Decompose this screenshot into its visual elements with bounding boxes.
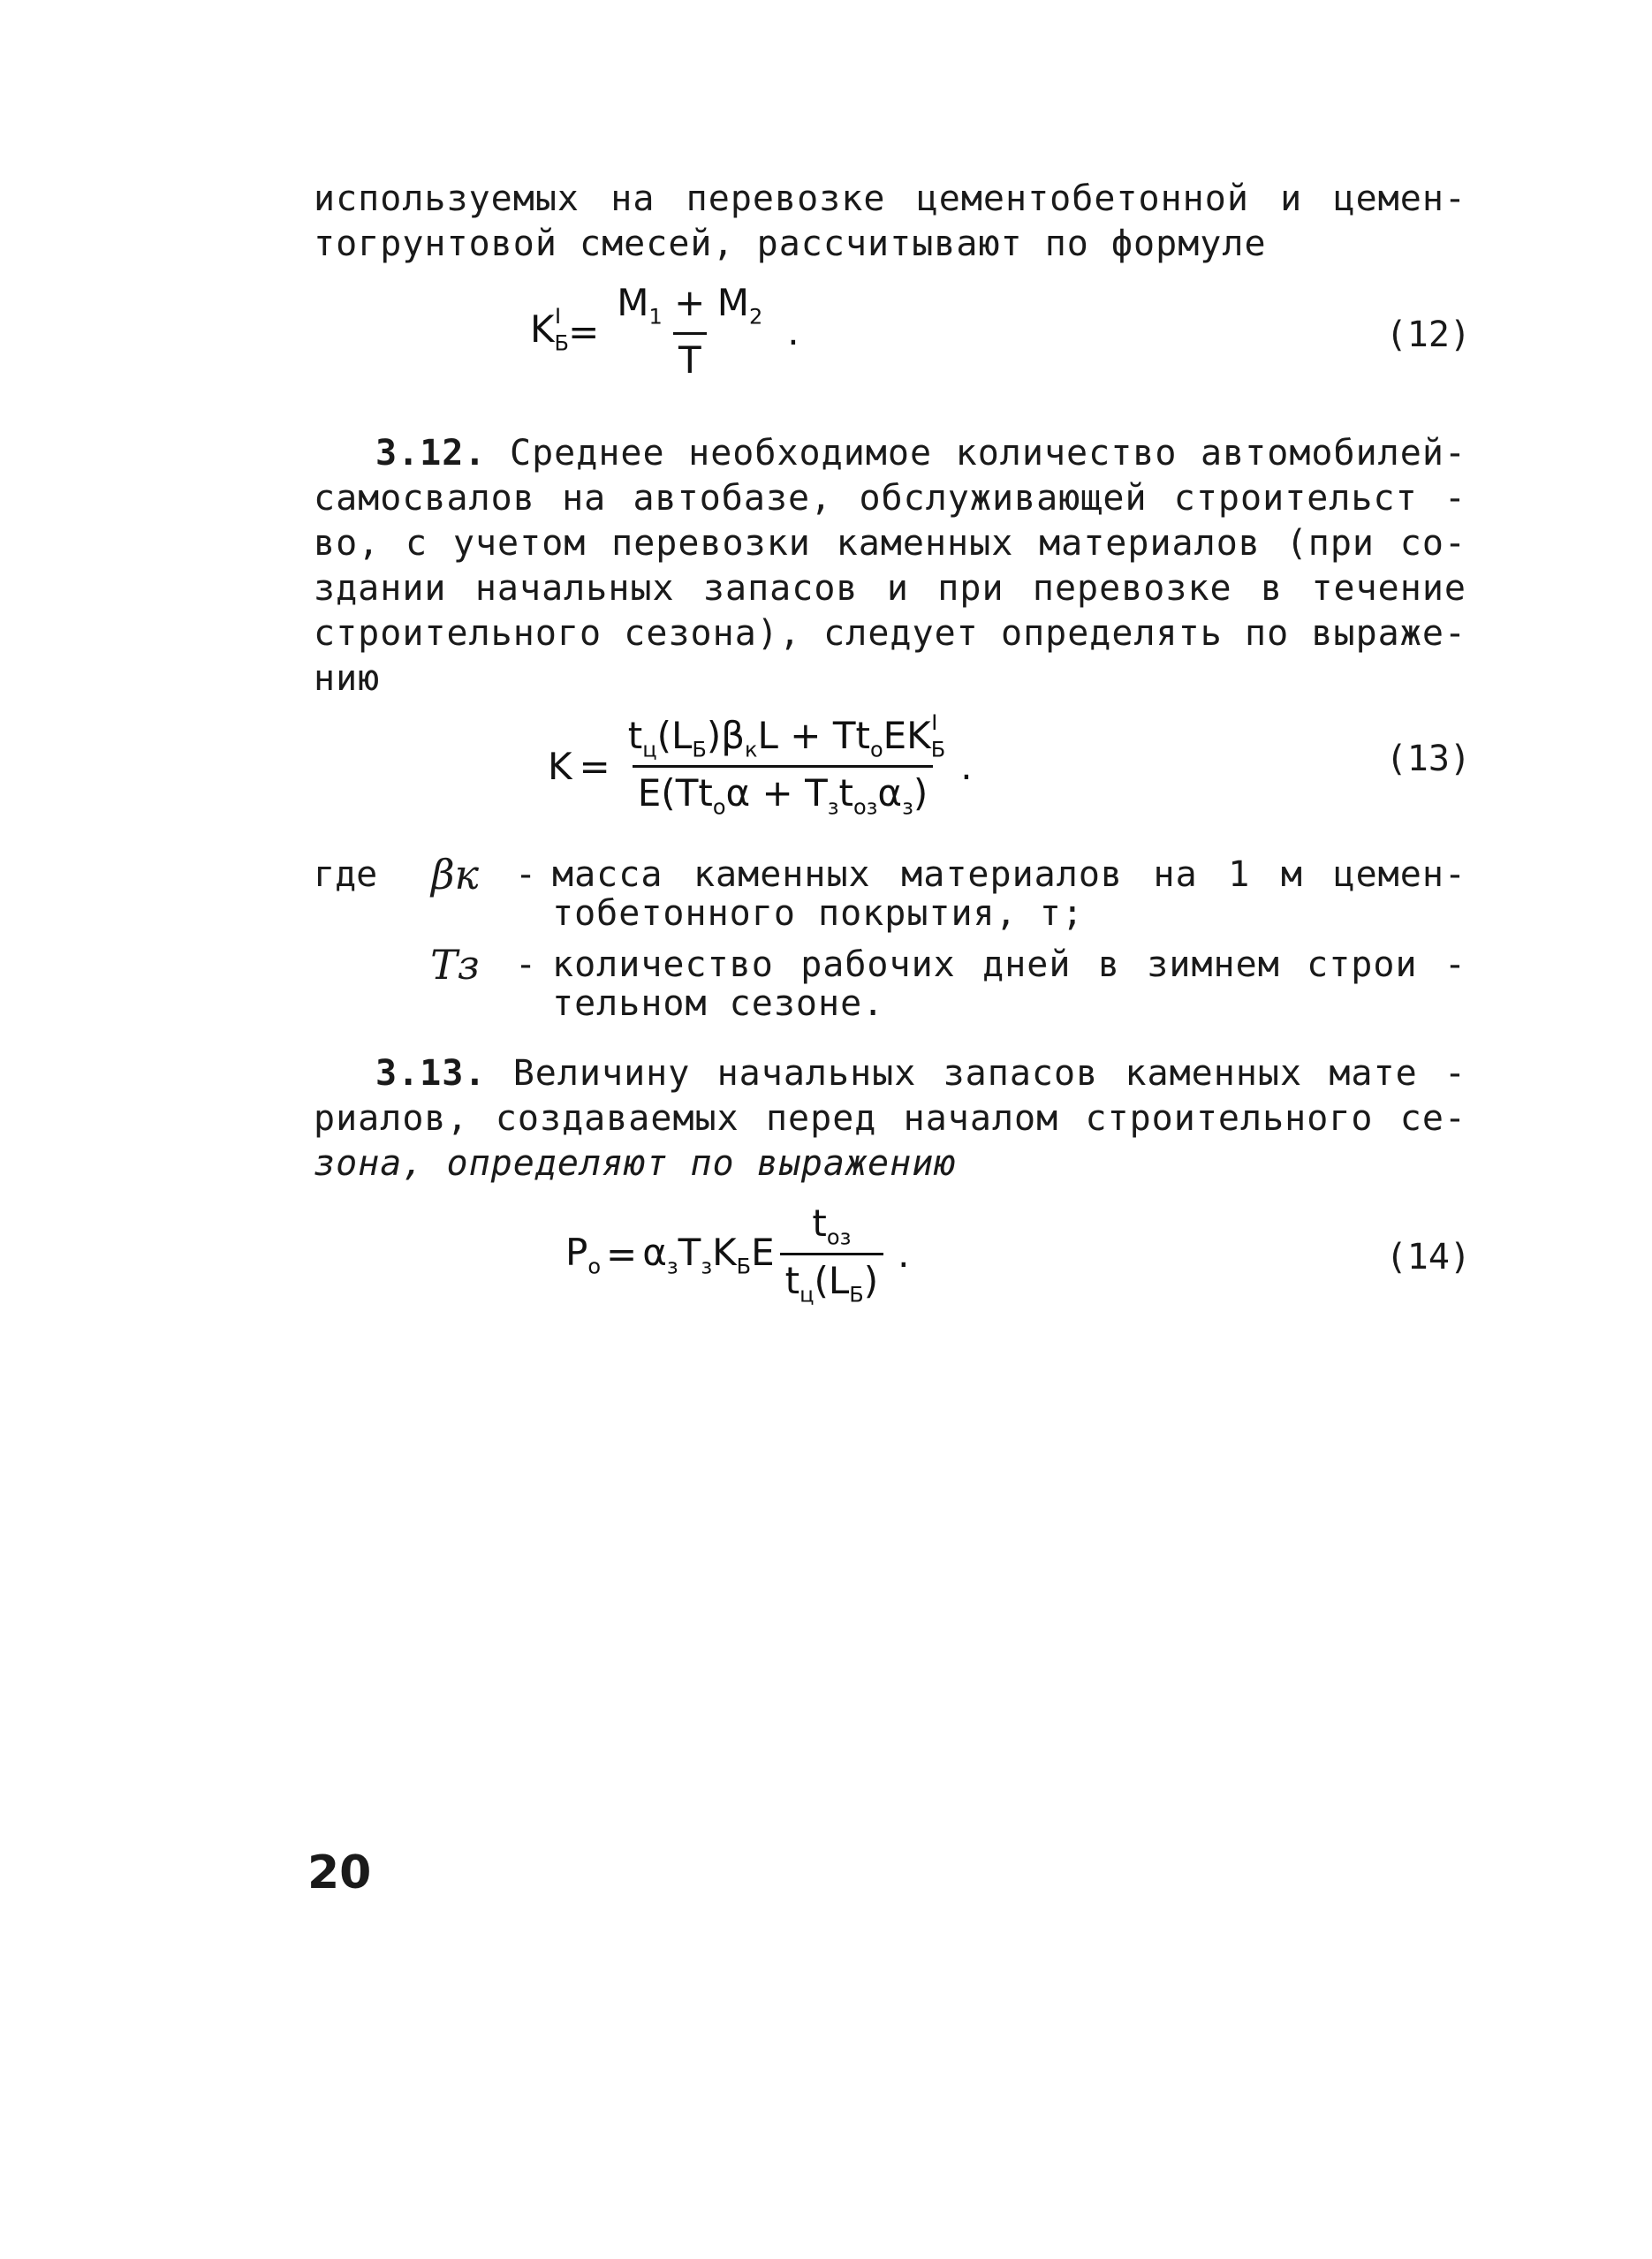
formula-13: K = $\frac{t_ц(L_Б)\beta_кL + Tt_оEK_Б^I}{E(Tt_о\alpha + T_зt_{оз}\alpha_з)}$ .	[548, 710, 973, 820]
definition-dash: -	[514, 854, 537, 895]
intro-paragraph	[314, 177, 1466, 267]
text-line: зона, определяют по выражению	[314, 1143, 957, 1184]
equation-number-14: (14)	[1385, 1237, 1471, 1277]
text-line: тогрунтовой смесей, рассчитывают по формуле	[314, 224, 1267, 264]
definition-symbol: βк	[430, 851, 480, 898]
text-line: здании начальных запасов и при перевозке в течение	[314, 568, 1466, 609]
definition-text	[552, 855, 1466, 933]
definition-symbol: Tз	[430, 941, 480, 989]
equation-number-12: (12)	[1385, 315, 1471, 355]
text-line: во, с учетом перевозки каменных материалов (при со-	[314, 523, 1466, 564]
section-number: 3.12.	[375, 433, 487, 474]
formula-12: $K_Б^I$ = $\frac{M_1 + M_2}{T}$ .	[530, 281, 799, 383]
section-3-13	[314, 1051, 1466, 1186]
section-3-12	[314, 431, 1466, 701]
definitions-list	[314, 851, 1466, 1035]
text-line: самосвалов на автобазе, обслуживающей строительст -	[314, 478, 1466, 519]
text-line: количество рабочих дней в зимнем строи -	[552, 944, 1466, 985]
text-line: тобетонного покрытия, т;	[552, 893, 1084, 934]
page-number: 20	[307, 1846, 372, 1899]
definition-lead: где	[314, 854, 378, 895]
formula-14: $P_о$ = $\alpha_зT_зK_БE$ $\frac{t_{оз}}{t_ц(L_Б)}$ .	[565, 1202, 910, 1308]
equation-number-13: (13)	[1385, 739, 1471, 779]
section-number: 3.13.	[375, 1053, 487, 1094]
definition-dash: -	[514, 944, 537, 985]
text-line: нию	[314, 658, 381, 699]
text-line: риалов, создаваемых перед началом строительного се-	[314, 1098, 1466, 1139]
text-line: 3.13. Величину начальных запасов каменных мате -	[375, 1053, 1466, 1094]
definition-text	[552, 945, 1466, 1023]
text-line: тельном сезоне.	[552, 983, 885, 1024]
text-line: строительного сезона), следует определять по выраже-	[314, 613, 1466, 654]
definition-item	[314, 941, 1466, 1024]
text-line: используемых на перевозке цементобетонной и цемен-	[314, 178, 1466, 219]
text-line: масса каменных материалов на 1 м цемен-	[552, 854, 1466, 895]
text-line: 3.12. Среднее необходимое количество автомобилей-	[375, 433, 1466, 474]
definition-item	[314, 851, 1466, 934]
